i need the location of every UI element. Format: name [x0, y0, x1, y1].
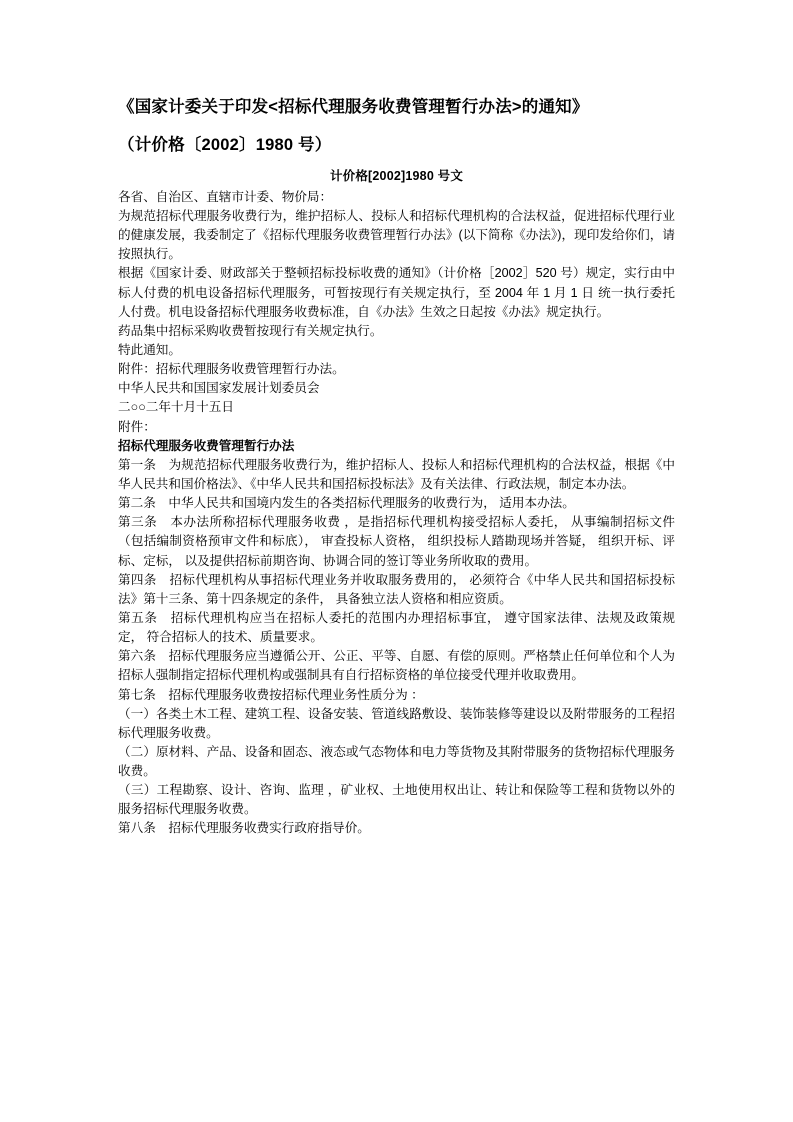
document-paragraph: 中华人民共和国国家发展计划委员会: [118, 381, 320, 396]
document-paragraph: （二）原材料、产品、设备和固态、液态或气态物体和电力等货物及其附带服务的货物招标代理服务收费。: [118, 744, 675, 779]
document-paragraph: 第二条 中华人民共和国境内发生的各类招标代理服务的收费行为， 适用本办法。: [118, 496, 575, 511]
page-title: 《国家计委关于印发<招标代理服务收费管理暂行办法>的通知》: [118, 98, 589, 116]
document-paragraph: 二○○二年十月十五日: [118, 400, 234, 415]
document-subtitle: （计价格〔2002〕1980 号）: [118, 135, 332, 154]
document-paragraph: 第一条 为规范招标代理服务收费行为，维护招标人、投标人和招标代理机构的合法权益，根据《中华人民共和国价格法》、《中华人民共和国招标投标法》及有关法律、行政法规，制定本办法。: [118, 457, 675, 491]
document-paragraph: 特此通知。: [118, 342, 181, 357]
document-paragraph: 第四条 招标代理机构从事招标代理业务并收取服务费用的， 必须符合《中华人民共和国招标投标法》第十三条、第十四条规定的条件， 具备独立法人资格和相应资质。: [118, 572, 675, 606]
document-paragraph: 附件：招标代理服务收费管理暂行办法。: [118, 362, 345, 377]
document-paragraph: 第八条 招标代理服务收费实行政府指导价。: [118, 821, 370, 836]
document-paragraph: 第七条 招标代理服务收费按招标代理业务性质分为 ：: [118, 687, 424, 702]
document-paragraph: 为规范招标代理服务收费行为，维护招标人、投标人和招标代理机构的合法权益，促进招标代理行业的健康发展，我委制定了《招标代理服务收费管理暂行办法》(以下简称《办法》)，现印发给你们，请按照执行。: [118, 208, 675, 262]
document-paragraph: 附件：: [118, 419, 156, 434]
document-body: [118, 188, 675, 839]
document-paragraph: 招标代理服务收费管理暂行办法: [118, 438, 295, 453]
document-number: 计价格[2002]1980 号文: [329, 168, 464, 183]
document-paragraph: 第五条 招标代理机构应当在招标人委托的范围内办理招标事宜， 遵守国家法律、法规及政策规定， 符合招标人的技术、质量要求。: [118, 610, 675, 645]
document-paragraph: 各省、自治区、直辖市计委、物价局：: [118, 189, 333, 204]
document-paragraph: 根据《国家计委、财政部关于整顿招标投标收费的通知》（计价格［2002］520 号）规定，实行由中标人付费的机电设备招标代理服务，可暂按现行有关规定执行，至 2004 年 1 月 1 日 统一执行委托人付费。机电设备招标代理服务收费标准，自《办法》生效之日起按《办法》规定执行。: [118, 266, 675, 319]
document-paragraph: 第三条 本办法所称招标代理服务收费 ，是指招标代理机构接受招标人委托， 从事编制招标文件（包括编制资格预审文件和标底）， 审查投标人资格， 组织投标人踏勘现场并答疑， 组织开标、评标、定标， 以及提供招标前期咨询、协调合同的签订等业务所收取的费用。: [118, 515, 675, 568]
document-paragraph: （一）各类土木工程、建筑工程、设备安装、管道线路敷设、装饰装修等建设以及附带服务的工程招标代理服务收费。: [118, 706, 675, 740]
document-paragraph: 药品集中招标采购收费暂按现行有关规定执行。: [118, 323, 383, 338]
document-paragraph: 第六条 招标代理服务应当遵循公开、公正、平等、自愿、有偿的原则。严格禁止任何单位和个人为招标人强制指定招标代理机构或强制具有自行招标资格的单位接受代理并收取费用。: [118, 649, 675, 683]
document-paragraph: （三）工程勘察、设计、咨询、监理 ，矿业权、土地使用权出让、转让和保险等工程和货物以外的服务招标代理服务收费。: [118, 783, 675, 817]
